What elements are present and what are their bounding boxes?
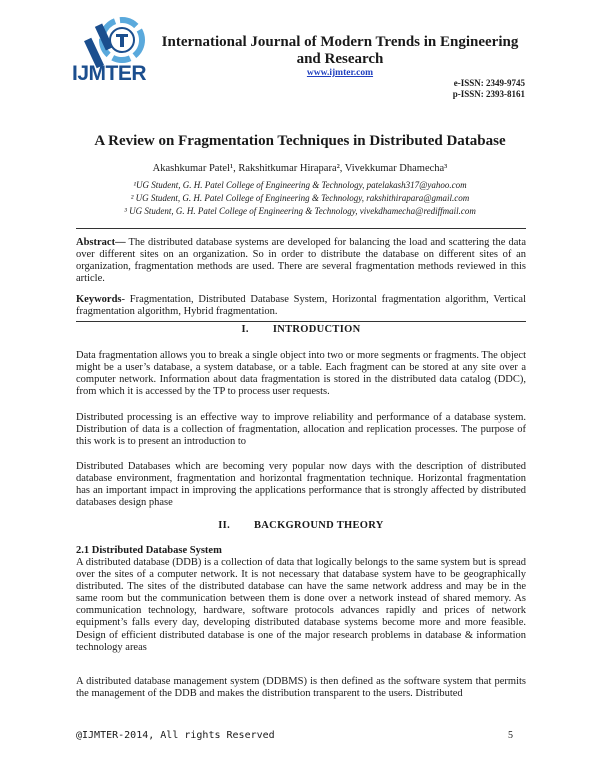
affiliation-3: ³ UG Student, G. H. Patel College of Engineering & Technology, vivekdhamecha@rediffmail.com xyxy=(124,206,476,216)
paper-title: A Review on Fragmentation Techniques in Distributed Database xyxy=(94,133,506,149)
abstract xyxy=(76,237,526,285)
paragraph: Distributed Databases which are becoming very popular now days with the description of distributed database environment, fragmentation and horizontal fragmentation technique. Horizontal fragmentation has an important impact in improving the applications performance that is strongly affected by distributed databases design phase xyxy=(76,461,526,509)
journal-url-link[interactable]: www.ijmter.com xyxy=(306,68,374,78)
pissn: p-ISSN: 2393-8161 xyxy=(452,89,525,99)
page-number: 5 xyxy=(508,730,513,741)
section-title: INTRODUCTION xyxy=(272,324,361,335)
affiliation-1: ¹UG Student, G. H. Patel College of Engineering & Technology, patelakash317@yahoo.com xyxy=(133,180,467,190)
divider xyxy=(76,321,526,322)
divider xyxy=(76,228,526,229)
section-title: BACKGROUND THEORY xyxy=(254,520,384,531)
footer-copyright: @IJMTER-2014, All rights Reserved xyxy=(76,730,275,741)
section-heading-introduction xyxy=(76,324,526,335)
keywords xyxy=(76,294,526,318)
abstract-label: Abstract— xyxy=(76,237,126,248)
section-heading-background xyxy=(76,520,526,531)
eissn: e-ISSN: 2349-9745 xyxy=(453,78,525,88)
logo-text: IJMTER xyxy=(72,62,147,85)
keywords-text: - Fragmentation, Distributed Database System, Horizontal fragmentation algorithm, Vertical fragmentation algorithm, Hybrid fragmentation. xyxy=(76,294,526,318)
keywords-label: Keywords xyxy=(76,294,122,305)
subsection-title: 2.1 Distributed Database System xyxy=(76,545,222,556)
affiliation-2: ² UG Student, G. H. Patel College of Engineering & Technology, rakshithirapara@gmail.com xyxy=(130,193,470,203)
section-number: I. xyxy=(241,324,249,335)
authors: Akashkumar Patel¹, Rakshitkumar Hirapara², Vivekkumar Dhamecha³ xyxy=(152,163,448,174)
paragraph: A distributed database (DDB) is a collection of data that logically belongs to the same system but is spread over the sites of a computer network. It is not necessary that database system have to be geographically distributed. The sites of the distributed database can have the same network address and may be in the same room but the communication between them is done over a network instead of shared memory. As communication technology, hardware, software protocols advances rapidly and prices of network equipment’s falls every day, developing distributed database systems become more and more feasible. Design of efficient distributed database is one of the major research problems in database & information technology areas xyxy=(76,557,526,653)
section-number: II. xyxy=(218,520,230,531)
journal-title: International Journal of Modern Trends in Engineering and Research xyxy=(161,34,519,67)
paragraph: A distributed database management system (DDBMS) is then defined as the software system that permits the management of the DDB and makes the distribution transparent to the users. Distributed xyxy=(76,676,526,700)
abstract-text: The distributed database systems are developed for balancing the load and scattering the data over different sites on an organization. So in order to distribute the database on different sites of an organization, fragmentation methods are used. There are several fragmentation methods reviewed in this article. xyxy=(76,237,526,285)
paragraph: Data fragmentation allows you to break a single object into two or more segments or fragments. The object might be a user’s database, a system database, or a table. Each fragment can be stored at any site over a computer network. Information about data fragmentation is stored in the distributed data catalog (DDC), from which it is accessed by the TP to process user requests. xyxy=(76,350,527,398)
paragraph: Distributed processing is an effective way to improve reliability and performance of a database system. Distribution of data is a collection of fragmentation, allocation and replication processes. The purpose of this work is to present an introduction to xyxy=(76,412,526,448)
